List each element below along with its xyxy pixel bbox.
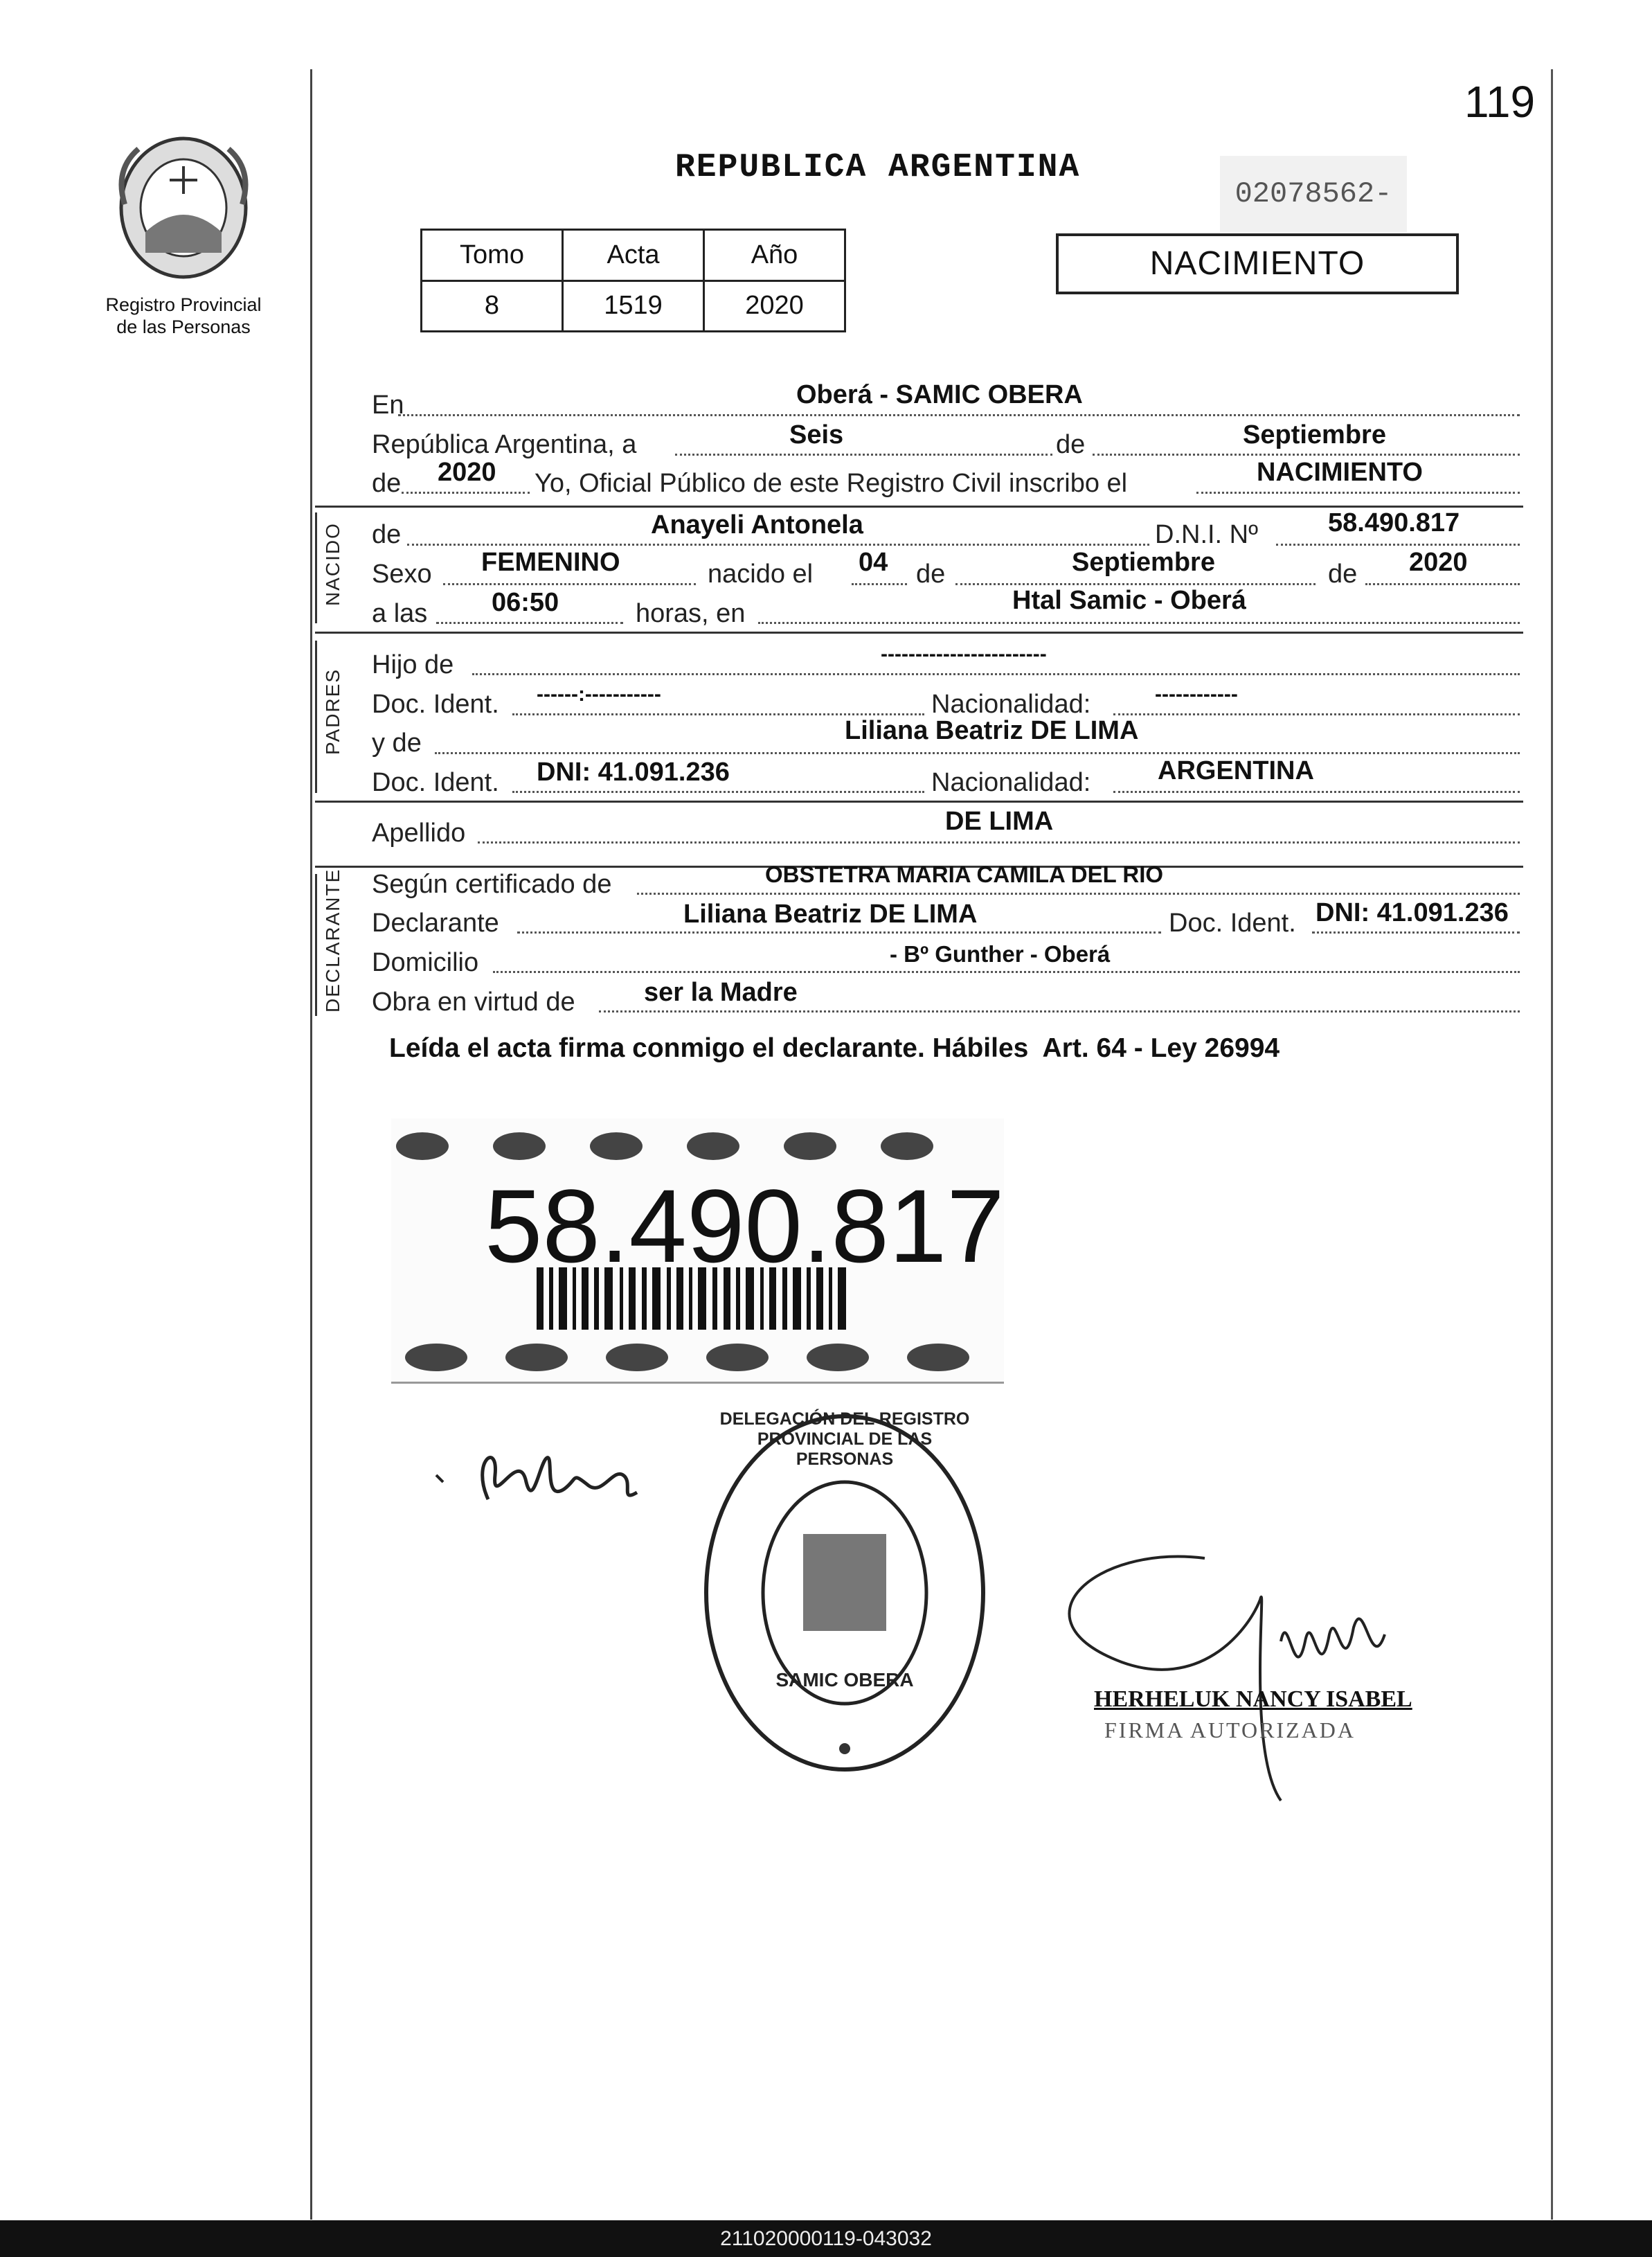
sticker-number: 58.490.817	[485, 1168, 1005, 1284]
page-title: REPUBLICA ARGENTINA	[675, 149, 1081, 186]
domicilio: - Bº Gunther - Oberá	[890, 941, 1111, 967]
sexo-label: Sexo	[372, 560, 432, 589]
obra-label: Obra en virtud de	[372, 988, 575, 1017]
province-logo	[111, 128, 256, 284]
dni-sticker	[391, 1118, 1004, 1384]
hijo-label: Hijo de	[372, 650, 454, 679]
father-nat-label: Nacionalidad:	[931, 690, 1091, 719]
dots-month	[1093, 454, 1520, 456]
nacido-bar	[315, 512, 317, 623]
birth-time: 06:50	[492, 588, 559, 617]
section-declarante: DECLARANTE	[322, 868, 343, 1012]
intro-event: NACIMIENTO	[1257, 458, 1423, 487]
father-name: ------------------------	[881, 643, 1047, 666]
child-dni: 58.490.817	[1328, 508, 1460, 537]
serial-number: 02078562-	[1220, 156, 1407, 232]
value-anio: 2020	[704, 280, 845, 332]
authorized-signature	[1039, 1531, 1454, 1808]
dots-birth-month	[955, 583, 1316, 585]
dots-domicilio	[493, 971, 1520, 973]
dots-declarante-doc	[1312, 931, 1520, 934]
record-table-values	[422, 280, 845, 332]
official-stamp	[699, 1409, 990, 1776]
section-divider-3	[315, 801, 1523, 803]
intro-place: Oberá - SAMIC OBERA	[796, 380, 1083, 409]
father-doc: ------:-----------	[537, 683, 661, 706]
dots-mother	[435, 752, 1520, 754]
dots-birth-day	[852, 583, 907, 585]
nacido-de-label: de	[372, 520, 402, 549]
dots-father-doc	[512, 713, 924, 715]
signer-caption: FIRMA AUTORIZADA	[1104, 1718, 1356, 1742]
apellido-label: Apellido	[372, 819, 466, 848]
mother-name: Liliana Beatriz DE LIMA	[845, 716, 1139, 745]
dots-place	[398, 414, 1520, 416]
record-type-box: NACIMIENTO	[1056, 233, 1459, 294]
declarante-label: Declarante	[372, 909, 499, 938]
horas-label: horas, en	[636, 599, 746, 628]
birth-month: Septiembre	[1072, 548, 1215, 577]
stamp-ring-text: DELEGACIÓN DEL REGISTRO PROVINCIAL DE LAS PERSONAS	[719, 1409, 970, 1469]
en-label: En	[372, 391, 404, 420]
intro-de-label-2: de	[372, 469, 402, 498]
header-acta: Acta	[563, 230, 704, 281]
intro-month: Septiembre	[1243, 420, 1386, 449]
declarante-name: Liliana Beatriz DE LIMA	[683, 900, 978, 929]
padres-bar	[315, 641, 317, 793]
father-nationality: ------------	[1155, 683, 1238, 706]
section-divider-2	[315, 632, 1523, 634]
declarant-signature	[422, 1434, 658, 1524]
a-las-label: a las	[372, 599, 428, 628]
value-tomo: 8	[422, 280, 563, 332]
father-doc-label: Doc. Ident.	[372, 690, 499, 719]
birth-day: 04	[859, 548, 888, 577]
record-table-header	[422, 230, 845, 281]
surname: DE LIMA	[945, 807, 1054, 836]
dots-birth-place	[758, 622, 1520, 624]
yo-text: Yo, Oficial Público de este Registro Civil inscribo el	[535, 469, 1128, 498]
obra: ser la Madre	[644, 978, 798, 1007]
dots-year	[402, 492, 530, 494]
declarante-bar	[315, 874, 317, 1016]
dots-name	[407, 544, 1149, 546]
mother-doc: DNI: 41.091.236	[537, 758, 730, 787]
dots-apellido	[478, 841, 1520, 844]
intro-day: Seis	[789, 420, 844, 449]
dots-father	[472, 673, 1520, 675]
dni-label: D.N.I. Nº	[1155, 520, 1258, 549]
signer-name: HERHELUK NANCY ISABEL	[1094, 1686, 1412, 1712]
section-nacido: NACIDO	[322, 522, 343, 606]
nacido-de-label-3: de	[1328, 560, 1358, 589]
dots-certificado	[637, 893, 1520, 895]
domicilio-label: Domicilio	[372, 948, 479, 977]
header-anio: Año	[704, 230, 845, 281]
section-padres: PADRES	[322, 668, 343, 755]
logo-caption-2: de las Personas	[116, 316, 251, 337]
logo-caption-1: Registro Provincial	[105, 294, 262, 315]
dots-sexo	[443, 583, 696, 585]
dots-time	[436, 622, 623, 624]
closing-text: Leída el acta firma conmigo el declarante. Hábiles Art. 64 - Ley 26994	[389, 1033, 1280, 1063]
mother-nat-label: Nacionalidad:	[931, 768, 1091, 797]
dots-obra	[599, 1010, 1520, 1012]
dots-mother-doc	[512, 791, 924, 793]
intro-de-label: de	[1056, 430, 1086, 459]
record-table	[420, 229, 846, 332]
footer-id: 211020000119-043032	[0, 2220, 1652, 2257]
dots-mother-nat	[1113, 791, 1520, 793]
dots-dni	[1276, 544, 1520, 546]
dots-birth-year	[1365, 583, 1520, 585]
mother-doc-label: Doc. Ident.	[372, 768, 499, 797]
certificado: OBSTETRA MARIA CAMILA DEL RIO	[765, 862, 1164, 887]
page-number: 119	[1464, 77, 1536, 127]
left-margin-line	[310, 69, 312, 2220]
value-acta: 1519	[563, 280, 704, 332]
dots-event	[1196, 492, 1520, 494]
header-tomo: Tomo	[422, 230, 563, 281]
segun-label: Según certificado de	[372, 870, 612, 899]
section-divider-1	[315, 506, 1523, 508]
nacido-de-label-2: de	[916, 560, 946, 589]
mother-nationality: ARGENTINA	[1158, 756, 1314, 785]
nacido-el-label: nacido el	[708, 560, 814, 589]
child-name: Anayeli Antonela	[651, 510, 863, 539]
republica-label: República Argentina, a	[372, 430, 637, 459]
birth-place: Htal Samic - Oberá	[1012, 586, 1246, 615]
birth-year: 2020	[1409, 548, 1468, 577]
child-sex: FEMENINO	[481, 548, 620, 577]
dots-father-nat	[1113, 713, 1520, 715]
y-de-label: y de	[372, 729, 422, 758]
declarante-doc: DNI: 41.091.236	[1316, 898, 1509, 927]
declarante-doc-label: Doc. Ident.	[1169, 909, 1296, 938]
intro-year: 2020	[438, 458, 496, 487]
right-margin-line	[1551, 69, 1553, 2220]
dots-declarante	[517, 931, 1161, 934]
stamp-center-text: SAMIC OBERA	[775, 1669, 914, 1690]
dots-day	[675, 454, 1052, 456]
